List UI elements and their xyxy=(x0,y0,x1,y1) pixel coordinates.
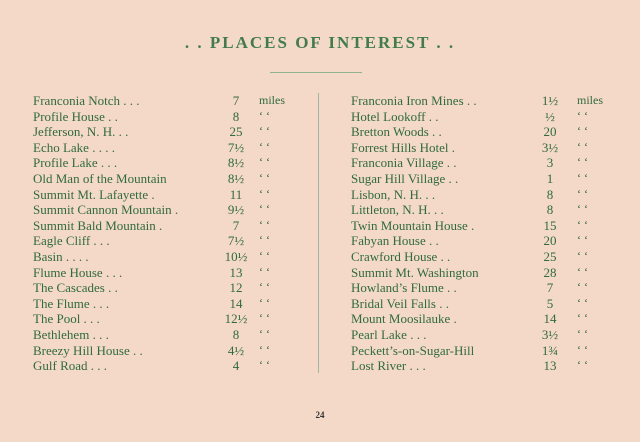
column-divider xyxy=(318,93,319,373)
distance-unit: ‘ ‘ xyxy=(259,217,270,232)
list-item xyxy=(33,171,303,187)
place-distance: 14 xyxy=(543,311,557,327)
place-name: The Cascades . . xyxy=(33,280,118,296)
list-item xyxy=(351,155,611,171)
place-distance: 3½ xyxy=(541,326,559,342)
list-item xyxy=(351,280,611,296)
place-name: Old Man of the Mountain xyxy=(33,170,167,186)
place-distance: 13 xyxy=(543,358,557,374)
distance-unit: ‘ ‘ xyxy=(577,311,588,326)
place-name: The Flume . . . xyxy=(33,295,110,311)
distance-unit: ‘ ‘ xyxy=(577,217,588,232)
place-distance: 1½ xyxy=(541,93,559,108)
place-distance: 28 xyxy=(543,264,557,280)
distance-unit: ‘ ‘ xyxy=(577,342,588,357)
place-distance: 8 xyxy=(232,326,240,342)
place-name: Peckett’s-on-Sugar-Hill xyxy=(351,342,475,358)
list-item xyxy=(33,249,303,265)
place-distance: 7½ xyxy=(227,139,245,155)
place-name: Breezy Hill House . . xyxy=(33,342,143,358)
distance-unit: ‘ ‘ xyxy=(259,202,270,217)
list-item xyxy=(351,171,611,187)
list-item xyxy=(351,109,611,125)
place-distance: 3½ xyxy=(541,139,559,155)
place-distance: 3 xyxy=(546,155,554,171)
place-distance: 10½ xyxy=(224,248,248,264)
place-name: Bridal Veil Falls . . xyxy=(351,295,449,311)
distance-unit: ‘ ‘ xyxy=(259,311,270,326)
place-name: Howland’s Flume . . xyxy=(351,280,457,296)
place-distance: 8½ xyxy=(227,170,245,186)
place-name: Summit Bald Mountain . xyxy=(33,217,163,233)
list-item xyxy=(351,327,611,343)
place-distance: 1¾ xyxy=(541,342,559,358)
list-item xyxy=(33,187,303,203)
distance-unit: ‘ ‘ xyxy=(259,139,270,154)
list-item xyxy=(33,93,303,109)
distance-unit: ‘ ‘ xyxy=(577,248,588,263)
distance-unit: ‘ ‘ xyxy=(259,342,270,357)
list-item xyxy=(351,358,611,374)
right-column xyxy=(351,93,611,374)
distance-unit: ‘ ‘ xyxy=(259,248,270,263)
list-item xyxy=(351,249,611,265)
place-distance: ½ xyxy=(545,108,555,124)
place-name: Echo Lake . . . . xyxy=(33,139,115,155)
place-distance: 12 xyxy=(229,280,243,296)
list-item xyxy=(351,343,611,359)
distance-unit: ‘ ‘ xyxy=(577,139,588,154)
place-name: Pearl Lake . . . xyxy=(351,326,427,342)
title-rule xyxy=(270,72,362,73)
place-name: Crawford House . . xyxy=(351,248,451,264)
list-item xyxy=(33,233,303,249)
place-distance: 1 xyxy=(546,170,554,186)
distance-unit: ‘ ‘ xyxy=(259,124,270,139)
distance-unit: ‘ ‘ xyxy=(259,358,270,373)
place-distance: 8 xyxy=(546,186,554,202)
list-item xyxy=(351,296,611,312)
list-item xyxy=(351,140,611,156)
place-distance: 12½ xyxy=(224,311,248,327)
distance-unit: ‘ ‘ xyxy=(259,186,270,201)
place-distance: 8 xyxy=(232,108,240,124)
list-item xyxy=(351,93,611,109)
place-name: Profile Lake . . . xyxy=(33,155,118,171)
place-distance: 4 xyxy=(232,358,240,374)
place-distance: 4½ xyxy=(227,342,245,358)
distance-unit: ‘ ‘ xyxy=(577,264,588,279)
place-name: Summit Cannon Mountain . xyxy=(33,202,179,218)
place-name: Jefferson, N. H. . . xyxy=(33,124,129,140)
place-name: Littleton, N. H. . . xyxy=(351,202,444,218)
place-name: Bretton Woods . . xyxy=(351,124,442,140)
distance-unit: ‘ ‘ xyxy=(577,186,588,201)
place-name: Sugar Hill Village . . xyxy=(351,170,459,186)
distance-unit: ‘ ‘ xyxy=(259,233,270,248)
place-name: Franconia Iron Mines . . xyxy=(351,93,477,108)
distance-unit: ‘ ‘ xyxy=(259,280,270,295)
distance-unit: ‘ ‘ xyxy=(577,108,588,123)
place-distance: 15 xyxy=(543,217,557,233)
place-distance: 25 xyxy=(229,124,243,140)
place-name: Gulf Road . . . xyxy=(33,358,108,374)
place-name: The Pool . . . xyxy=(33,311,100,327)
list-item xyxy=(33,218,303,234)
distance-unit: ‘ ‘ xyxy=(259,170,270,185)
place-distance: 9½ xyxy=(227,202,245,218)
distance-unit: ‘ ‘ xyxy=(577,280,588,295)
place-distance: 14 xyxy=(229,295,243,311)
list-item xyxy=(33,109,303,125)
list-item xyxy=(33,140,303,156)
place-name: Lisbon, N. H. . . xyxy=(351,186,436,202)
list-item xyxy=(33,327,303,343)
distance-unit: ‘ ‘ xyxy=(577,358,588,373)
place-name: Forrest Hills Hotel . xyxy=(351,139,455,155)
place-distance: 25 xyxy=(543,248,557,264)
page-number: 24 xyxy=(315,410,325,420)
place-distance: 7 xyxy=(232,93,240,108)
list-item xyxy=(33,311,303,327)
place-name: Summit Mt. Lafayette . xyxy=(33,186,155,202)
list-item xyxy=(351,311,611,327)
place-name: Mount Moosilauke . xyxy=(351,311,457,327)
place-name: Hotel Lookoff . . xyxy=(351,108,439,124)
place-distance: 5 xyxy=(546,295,554,311)
list-item xyxy=(351,124,611,140)
list-item xyxy=(33,358,303,374)
distance-unit: ‘ ‘ xyxy=(259,108,270,123)
place-distance: 11 xyxy=(229,186,243,202)
place-distance: 7 xyxy=(232,217,240,233)
place-name: Eagle Cliff . . . xyxy=(33,233,110,249)
list-item xyxy=(351,187,611,203)
distance-unit: miles xyxy=(577,93,603,107)
distance-unit: ‘ ‘ xyxy=(577,155,588,170)
list-item xyxy=(33,124,303,140)
distance-unit: ‘ ‘ xyxy=(577,295,588,310)
place-name: Bethlehem . . . xyxy=(33,326,109,342)
distance-unit: ‘ ‘ xyxy=(259,295,270,310)
place-name: Twin Mountain House . xyxy=(351,217,475,233)
distance-unit: miles xyxy=(259,93,285,107)
list-item xyxy=(33,280,303,296)
place-distance: 8 xyxy=(546,202,554,218)
place-name: Flume House . . . xyxy=(33,264,123,280)
list-item xyxy=(351,265,611,281)
place-name: Summit Mt. Washington xyxy=(351,264,479,280)
place-distance: 20 xyxy=(543,124,557,140)
list-item xyxy=(351,218,611,234)
place-distance: 8½ xyxy=(227,155,245,171)
left-column xyxy=(33,93,303,374)
distance-unit: ‘ ‘ xyxy=(259,264,270,279)
place-name: Profile House . . xyxy=(33,108,118,124)
list-item xyxy=(351,233,611,249)
distance-unit: ‘ ‘ xyxy=(259,326,270,341)
place-distance: 7½ xyxy=(227,233,245,249)
place-name: Franconia Village . . xyxy=(351,155,457,171)
distance-unit: ‘ ‘ xyxy=(577,124,588,139)
place-distance: 20 xyxy=(543,233,557,249)
list-item xyxy=(33,155,303,171)
place-distance: 7 xyxy=(546,280,554,296)
distance-unit: ‘ ‘ xyxy=(577,202,588,217)
place-name: Lost River . . . xyxy=(351,358,426,374)
distance-unit: ‘ ‘ xyxy=(577,326,588,341)
list-item xyxy=(33,343,303,359)
list-item xyxy=(351,202,611,218)
list-item xyxy=(33,296,303,312)
distance-unit: ‘ ‘ xyxy=(577,170,588,185)
list-item xyxy=(33,202,303,218)
list-item xyxy=(33,265,303,281)
distance-unit: ‘ ‘ xyxy=(259,155,270,170)
place-name: Fabyan House . . xyxy=(351,233,439,249)
place-name: Basin . . . . xyxy=(33,248,89,264)
distance-unit: ‘ ‘ xyxy=(577,233,588,248)
place-distance: 13 xyxy=(229,264,243,280)
page-title: . . PLACES OF INTEREST . . xyxy=(184,33,456,52)
place-name: Franconia Notch . . . xyxy=(33,93,140,108)
